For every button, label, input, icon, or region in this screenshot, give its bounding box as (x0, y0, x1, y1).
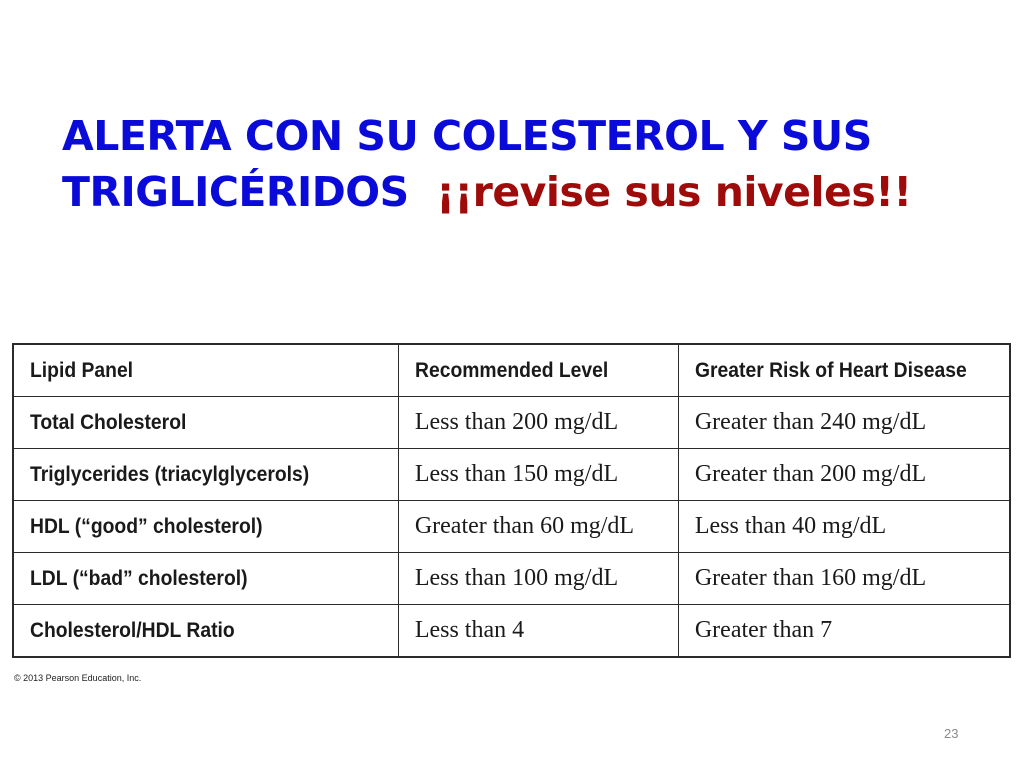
recommended-value: Less than 100 mg/dL (414, 565, 619, 591)
header-cell-greater-risk (678, 344, 1010, 397)
risk-cell (678, 553, 1010, 605)
lipid-panel-table (12, 343, 1011, 658)
header-label: Greater Risk of Heart Disease (694, 358, 967, 382)
table-row (13, 449, 1010, 501)
recommended-cell (398, 397, 678, 449)
page-number: 23 (944, 726, 959, 741)
risk-value: Greater than 240 mg/dL (694, 409, 927, 435)
recommended-cell (398, 605, 678, 658)
recommended-value: Less than 150 mg/dL (414, 461, 619, 487)
slide-title-main: ALERTA CON SU COLESTEROL Y SUS TRIGLICÉRIDOS (62, 112, 872, 216)
row-label-cell (13, 449, 398, 501)
table-row (13, 397, 1010, 449)
risk-value: Greater than 7 (694, 617, 833, 643)
slide-title (62, 108, 1002, 220)
row-label-cell (13, 553, 398, 605)
risk-cell (678, 501, 1010, 553)
recommended-value: Less than 200 mg/dL (414, 409, 619, 435)
row-label-cell (13, 501, 398, 553)
table-row (13, 501, 1010, 553)
row-label: Triglycerides (triacylglycerols) (30, 462, 310, 486)
header-cell-lipid-panel (13, 344, 398, 397)
row-label: HDL (“good” cholesterol) (30, 514, 263, 538)
table-row (13, 553, 1010, 605)
row-label: Cholesterol/HDL Ratio (30, 618, 235, 642)
risk-value: Less than 40 mg/dL (694, 513, 887, 539)
header-cell-recommended-level (398, 344, 678, 397)
row-label-cell (13, 605, 398, 658)
risk-cell (678, 449, 1010, 501)
recommended-cell (398, 553, 678, 605)
copyright-notice: © 2013 Pearson Education, Inc. (14, 673, 142, 683)
recommended-cell (398, 501, 678, 553)
table-row (13, 605, 1010, 658)
risk-cell (678, 397, 1010, 449)
row-label: LDL (“bad” cholesterol) (30, 566, 248, 590)
header-label: Lipid Panel (30, 358, 134, 382)
recommended-value: Less than 4 (414, 617, 525, 643)
header-label: Recommended Level (414, 358, 609, 382)
risk-value: Greater than 200 mg/dL (694, 461, 927, 487)
risk-value: Greater than 160 mg/dL (694, 565, 927, 591)
recommended-cell (398, 449, 678, 501)
row-label-cell (13, 397, 398, 449)
slide-title-accent: ¡¡revise sus niveles!! (436, 168, 912, 216)
row-label: Total Cholesterol (30, 410, 187, 434)
table-header-row (13, 344, 1010, 397)
recommended-value: Greater than 60 mg/dL (414, 513, 635, 539)
risk-cell (678, 605, 1010, 658)
